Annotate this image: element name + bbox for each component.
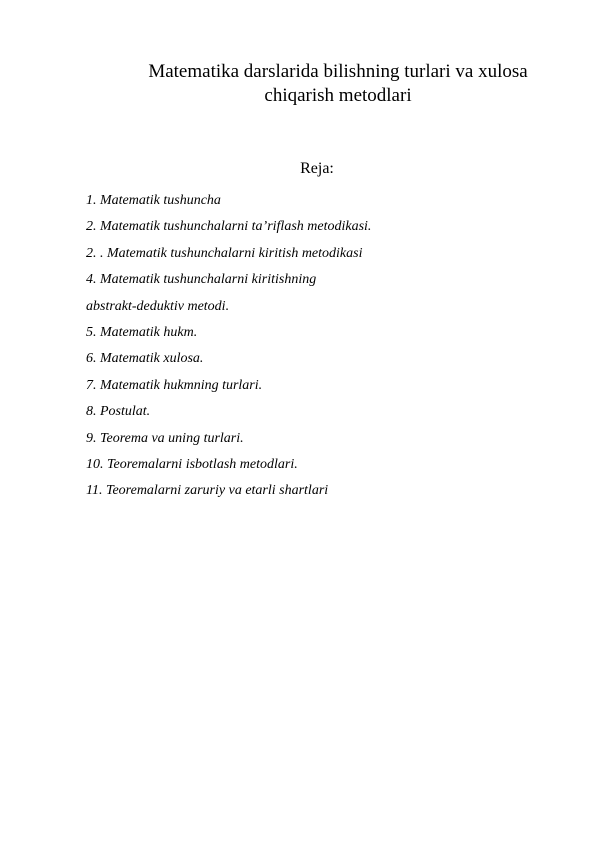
- plan-item: 9. Teorema va uning turlari.: [86, 430, 244, 446]
- plan-item: 10. Teoremalarni isbotlash metodlari.: [86, 456, 298, 472]
- document-title: [80, 60, 596, 108]
- plan-list: [86, 193, 371, 510]
- plan-item: 8. Postulat.: [86, 404, 151, 420]
- plan-item: 4. Matematik tushunchalarni kiritishning: [86, 272, 317, 288]
- plan-item: 2. Matematik tushunchalarni ta’riflash metodikasi.: [86, 219, 372, 235]
- title-line-2: chiqarish metodlari: [264, 85, 412, 106]
- plan-heading: Reja:: [300, 160, 334, 177]
- plan-item: 1. Matematik tushuncha: [86, 193, 221, 208]
- plan-item: 11. Teoremalarni zaruriy va etarli shartlari: [86, 483, 329, 499]
- plan-item: 7. Matematik hukmning turlari.: [86, 377, 263, 393]
- plan-item: 2. . Matematik tushunchalarni kiritish metodikasi: [86, 245, 363, 261]
- plan-item: abstrakt-deduktiv metodi.: [86, 298, 230, 314]
- title-line-1: Matematika darslarida bilishning turlari va xulosa: [148, 61, 528, 82]
- plan-item: 5. Matematik hukm.: [86, 324, 198, 340]
- plan-item: 6. Matematik xulosa.: [86, 351, 204, 367]
